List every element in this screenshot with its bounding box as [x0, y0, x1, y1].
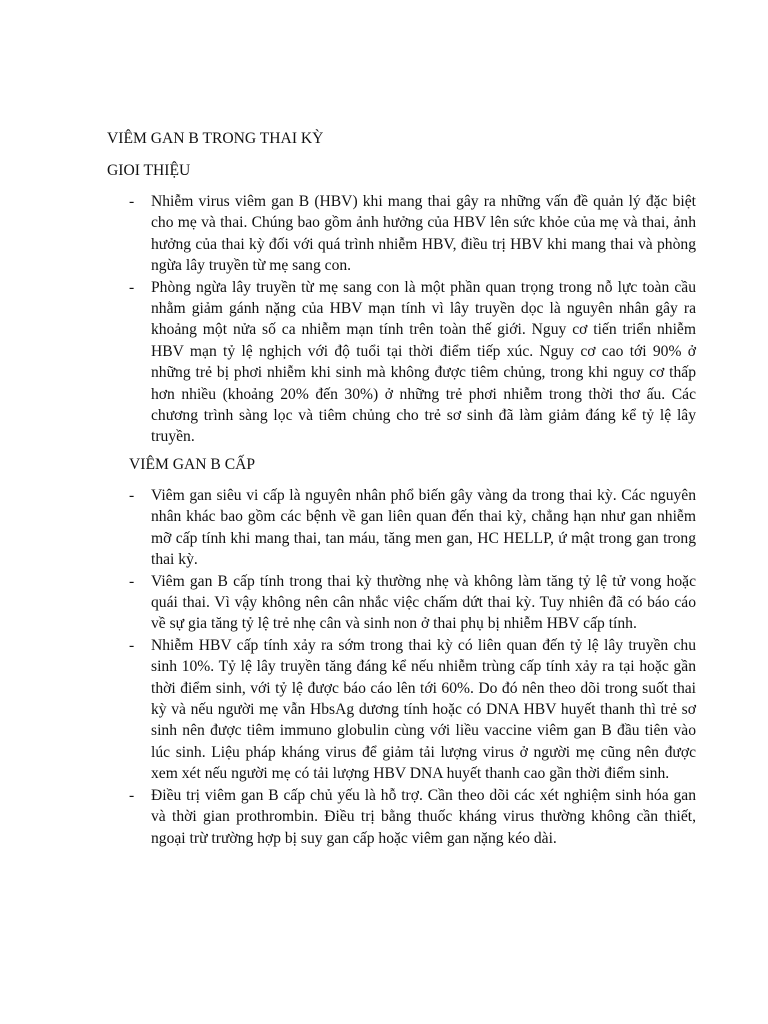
list-item-text: Nhiễm virus viêm gan B (HBV) khi mang thai gây ra những vấn đề quản lý đặc biệt cho mẹ và thai. Chúng bao gồm ảnh hưởng của HBV lên sức khỏe của mẹ và thai, ảnh hưởng của thai kỳ đối với quá trình nhiễm HBV, điều trị HBV khi mang thai và phòng ngừa lây truyền từ mẹ sang con.	[151, 193, 696, 275]
bullet-dash: -	[129, 786, 135, 804]
bullet-dash: -	[129, 193, 135, 210]
list-item-text: Phòng ngừa lây truyền từ mẹ sang con là một phần quan trọng trong nỗ lực toàn cầu nhằm giảm gánh nặng của HBV mạn tính vì lây truyền dọc là nguyên nhân gây ra khoảng một nửa số ca nhiễm mạn tính trên toàn thế giới. Nguy cơ tiến triển nhiễm HBV mạn tỷ lệ nghịch với độ tuổi tại thời điểm tiếp xúc. Nguy cơ cao tới 90% ở những trẻ bị phơi nhiễm khi sinh mà không được tiêm chủng, trong khi nguy cơ thấp hơn nhiều (khoảng 20% đến 30%) ở những trẻ phơi nhiễm trong thời thơ ấu. Các chương trình sàng lọc và tiêm chủng cho trẻ sơ sinh đã làm giảm đáng kể tỷ lệ lây truyền.	[151, 278, 696, 446]
bullet-dash: -	[129, 487, 135, 504]
list-item	[0, 277, 696, 448]
document-title: VIÊM GAN B TRONG THAI KỲ	[107, 130, 324, 147]
list-item	[0, 785, 696, 849]
bullet-dash: -	[129, 636, 135, 654]
acute-list	[0, 485, 696, 849]
list-item	[0, 485, 696, 571]
section-heading-acute: VIÊM GAN B CẤP	[129, 456, 256, 473]
list-item-text: Điều trị viêm gan B cấp chủ yếu là hỗ trợ. Cần theo dõi các xét nghiệm sinh hóa gan và thời gian prothrombin. Điều trị bằng thuốc kháng virus thường không cần thiết, ngoại trừ trường hợp bị suy gan cấp hoặc viêm gan nặng kéo dài.	[151, 786, 696, 847]
list-item	[0, 571, 696, 635]
bullet-dash: -	[129, 278, 135, 296]
intro-list	[0, 191, 696, 448]
list-item-text: Viêm gan siêu vi cấp là nguyên nhân phổ biến gây vàng da trong thai kỳ. Các nguyên nhân khác bao gồm các bệnh về gan liên quan đến thai kỳ, chẳng hạn như gan nhiễm mỡ cấp tính khi mang thai, tan máu, tăng men gan, HC HELLP, ứ mật trong gan trong thai kỳ.	[151, 487, 696, 569]
bullet-dash: -	[129, 572, 135, 590]
section-heading-intro: GIOI THIỆU	[107, 162, 191, 179]
list-item	[0, 191, 696, 277]
list-item	[0, 635, 696, 785]
list-item-text: Nhiễm HBV cấp tính xảy ra sớm trong thai kỳ có liên quan đến tỷ lệ lây truyền chu sinh 10%. Tỷ lệ lây truyền tăng đáng kể nếu nhiễm trùng cấp tính xảy ra tại hoặc gần thời điểm sinh, với tỷ lệ được báo cáo lên tới 60%. Do đó nên theo dõi trong suốt thai kỳ và nếu người mẹ vẫn HbsAg dương tính hoặc có DNA HBV huyết thanh thì trẻ sơ sinh nên được tiêm immuno globulin cùng với liều vaccine viêm gan B đầu tiên vào lúc sinh. Liệu pháp kháng virus để giảm tải lượng virus ở người mẹ cũng nên được xem xét nếu người mẹ có tải lượng HBV DNA huyết thanh cao gần thời điểm sinh.	[151, 636, 696, 783]
list-item-text: Viêm gan B cấp tính trong thai kỳ thường nhẹ và không làm tăng tỷ lệ tử vong hoặc quái thai. Vì vậy không nên cân nhắc việc chấm dứt thai kỳ. Tuy nhiên đã có báo cáo về sự gia tăng tỷ lệ trẻ nhẹ cân và sinh non ở thai phụ bị nhiễm HBV cấp tính.	[151, 572, 696, 633]
